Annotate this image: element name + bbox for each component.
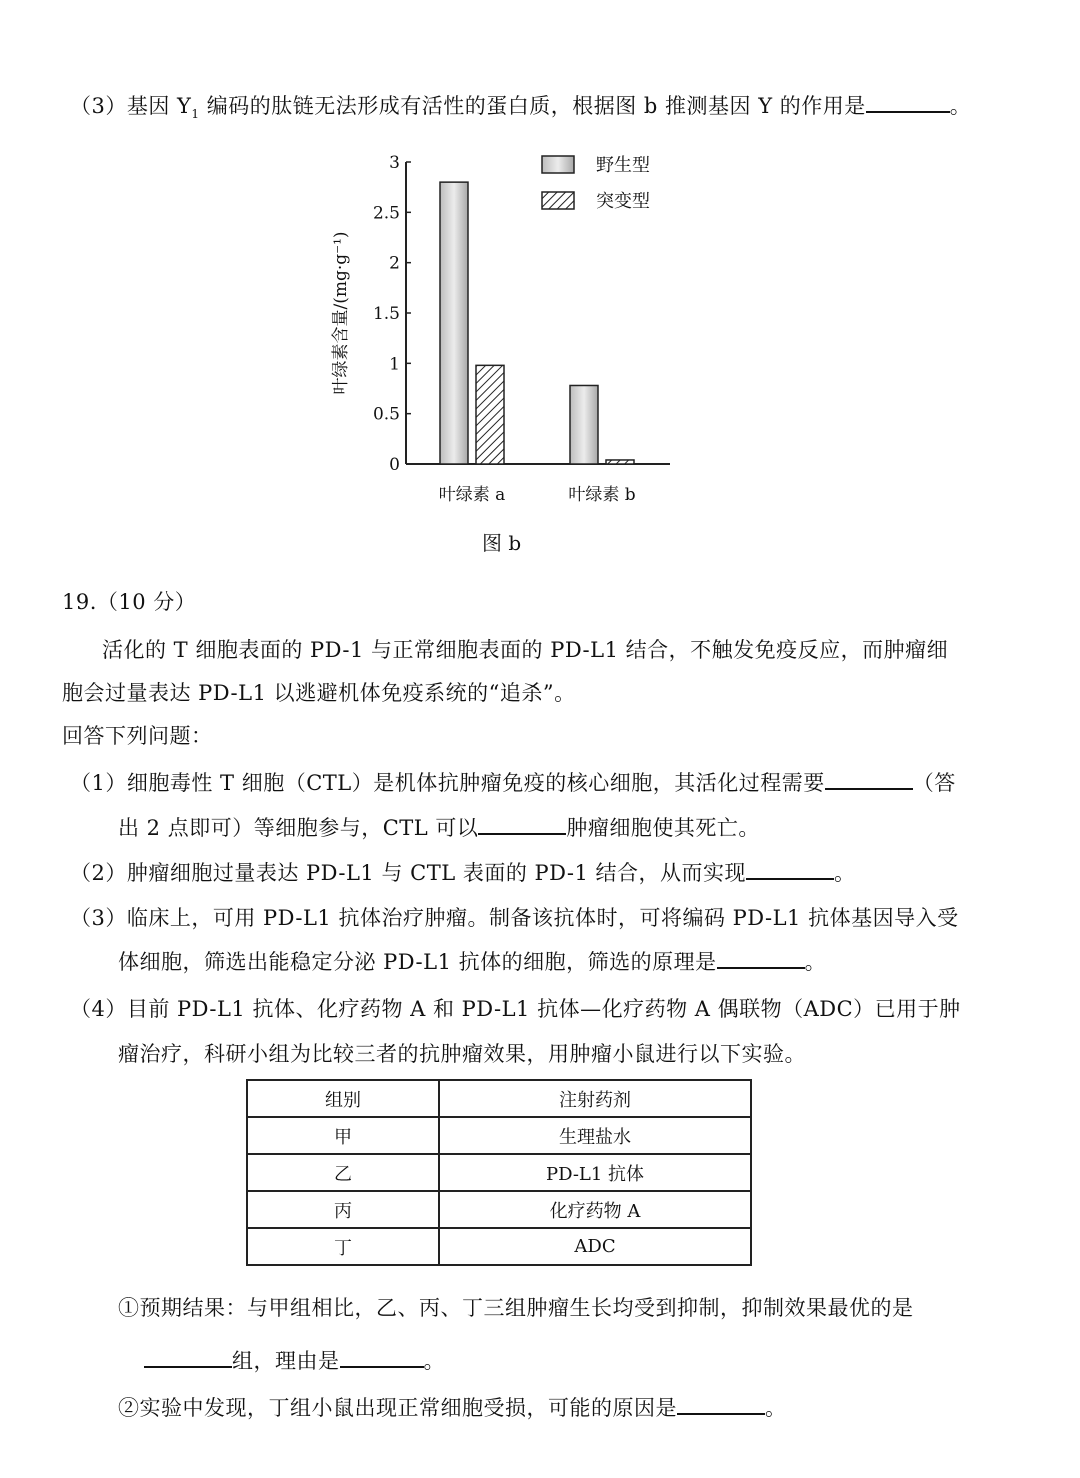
group-cell: 丙	[247, 1191, 439, 1228]
chlorophyll-bar-chart	[320, 140, 700, 525]
part-3-line-2	[118, 946, 826, 976]
part-4-line-1: （4）目前 PD-L1 抗体、化疗药物 A 和 PD-L1 抗体—化疗药物 A 偶联物（ADC）已用于肿	[70, 997, 961, 1021]
drug-cell: 生理盐水	[439, 1117, 751, 1154]
bar-wild-type	[570, 385, 598, 464]
p1b-text: 出 2 点即可）等细胞参与，CTL 可以	[118, 816, 479, 840]
drug-cell: 化疗药物 A	[439, 1191, 751, 1228]
s1-end: 。	[423, 1349, 445, 1373]
legend-label: 突变型	[596, 191, 650, 212]
part-1-line-2	[118, 812, 760, 842]
legend-swatch	[542, 156, 574, 173]
answer-blank[interactable]	[340, 1347, 424, 1368]
q3-end: 。	[949, 94, 972, 118]
table-header-row	[247, 1080, 751, 1117]
group-cell: 乙	[247, 1154, 439, 1191]
p1-end: （答	[912, 771, 956, 795]
p1b-end: 肿瘤细胞使其死亡。	[566, 816, 760, 840]
p1-text: （1）细胞毒性 T 细胞（CTL）是机体抗肿瘤免疫的核心细胞，其活化过程需要	[70, 771, 825, 795]
s2-text: ②实验中发现，丁组小鼠出现正常细胞受损，可能的原因是	[118, 1396, 677, 1420]
table-row	[247, 1154, 751, 1191]
subquestion-1-line-1: ①预期结果：与甲组相比，乙、丙、丁三组肿瘤生长均受到抑制，抑制效果最优的是	[118, 1296, 914, 1320]
s1-mid: 组，理由是	[232, 1349, 340, 1373]
column-header-group: 组别	[247, 1080, 439, 1117]
question-3-text	[70, 90, 971, 121]
answer-prompt: 回答下列问题：	[62, 724, 213, 748]
answer-blank[interactable]	[866, 92, 950, 113]
legend-swatch	[542, 192, 574, 209]
s2-end: 。	[765, 1396, 787, 1420]
y-tick-label: 1	[389, 354, 400, 375]
answer-blank[interactable]	[144, 1347, 232, 1368]
question-19-header: 19.（10 分）	[62, 590, 197, 614]
table-row	[247, 1228, 751, 1265]
table-row	[247, 1191, 751, 1228]
y-axis-label: 叶绿素含量/(mg·g⁻¹)	[331, 231, 351, 395]
table-row	[247, 1117, 751, 1154]
y-tick-label: 0.5	[372, 404, 400, 425]
q3-prefix: （3）基因 Y	[70, 94, 192, 118]
q3-subscript: 1	[191, 107, 200, 122]
answer-blank[interactable]	[478, 814, 566, 835]
x-category-label: 叶绿素 a	[438, 485, 506, 505]
q3-text: 编码的肽链无法形成有活性的蛋白质，根据图 b 推测基因 Y 的作用是	[199, 94, 866, 118]
answer-blank[interactable]	[677, 1394, 765, 1415]
bar-mutant	[606, 460, 634, 464]
p3b-text: 体细胞，筛选出能稳定分泌 PD-L1 抗体的细胞，筛选的原理是	[118, 950, 717, 974]
intro-line-1: 活化的 T 细胞表面的 PD-1 与正常细胞表面的 PD-L1 结合，不触发免疫反应，而肿瘤细	[102, 638, 949, 662]
column-header-drug: 注射药剂	[439, 1080, 751, 1117]
intro-line-2: 胞会过量表达 PD-L1 以逃避机体免疫系统的“追杀”。	[62, 681, 576, 705]
group-cell: 丁	[247, 1228, 439, 1265]
answer-blank[interactable]	[717, 948, 805, 969]
bar-mutant	[476, 365, 504, 464]
y-tick-label: 1.5	[372, 304, 400, 324]
answer-blank[interactable]	[825, 769, 913, 790]
p3b-end: 。	[804, 950, 827, 974]
drug-cell: ADC	[439, 1228, 751, 1265]
part-4-line-2: 瘤治疗，科研小组为比较三者的抗肿瘤效果，用肿瘤小鼠进行以下实验。	[118, 1042, 806, 1066]
x-category-label: 叶绿素 b	[568, 485, 636, 505]
subquestion-2-line	[118, 1392, 787, 1422]
part-2-line	[70, 857, 856, 887]
y-tick-label: 2	[389, 253, 400, 274]
drug-cell: PD-L1 抗体	[439, 1154, 751, 1191]
part-3-line-1: （3）临床上，可用 PD-L1 抗体治疗肿瘤。制备该抗体时，可将编码 PD-L1 抗体基因导入受	[70, 906, 959, 930]
p2-text: （2）肿瘤细胞过量表达 PD-L1 与 CTL 表面的 PD-1 结合，从而实现	[70, 861, 747, 885]
experiment-table	[246, 1079, 752, 1266]
group-cell: 甲	[247, 1117, 439, 1154]
answer-blank[interactable]	[746, 859, 834, 880]
y-tick-label: 0	[389, 455, 400, 475]
subquestion-1-line-2	[144, 1345, 445, 1375]
legend-label: 野生型	[596, 155, 650, 176]
p2-end: 。	[834, 861, 856, 885]
y-tick-label: 3	[389, 153, 400, 173]
bar-wild-type	[440, 182, 468, 464]
y-tick-label: 2.5	[372, 203, 400, 224]
figure-caption: 图 b	[482, 531, 522, 555]
part-1-line-1	[70, 767, 956, 797]
